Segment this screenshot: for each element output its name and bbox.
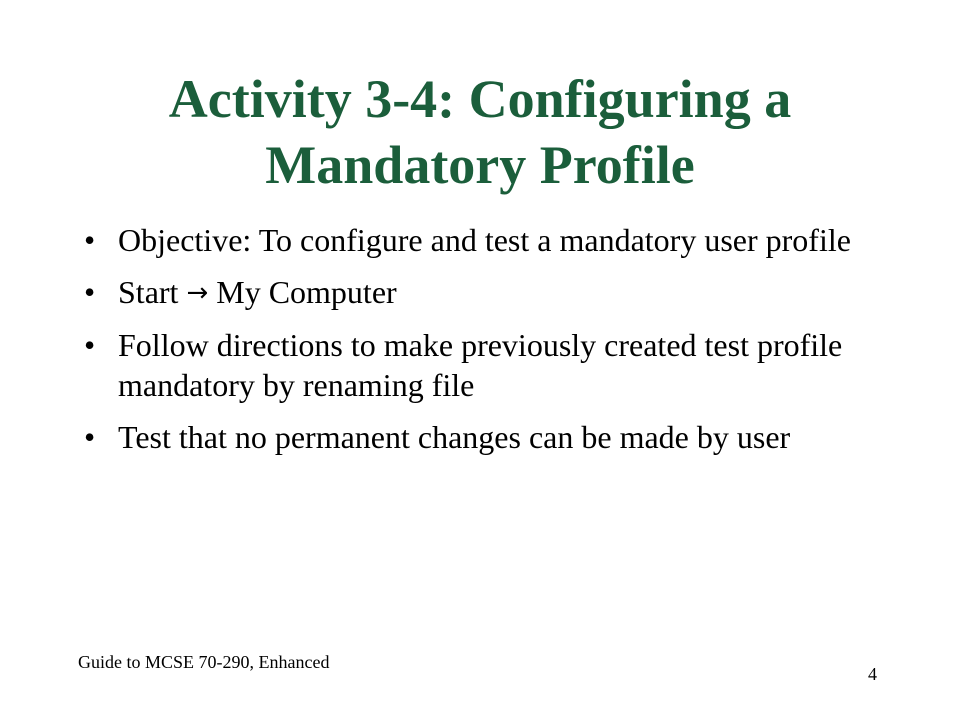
bullet-item [84, 417, 884, 457]
bullet-text-my-computer: My Computer [216, 274, 397, 310]
bullet-marker: • [84, 327, 96, 363]
slide-title-line-2: Mandatory Profile [265, 135, 695, 195]
bullet-marker: • [84, 222, 96, 258]
bullet-text: Objective: To configure and test a mandatory user profile [118, 222, 851, 258]
bullet-text: Follow directions to make previously created test profile mandatory by renaming file [118, 327, 843, 403]
footer-text: Guide to MCSE 70-290, Enhanced [78, 652, 330, 672]
bullet-text: Test that no permanent changes can be made by user [118, 419, 791, 455]
bullet-item [84, 272, 884, 313]
page-number: 4 [868, 664, 877, 684]
bullet-marker: • [84, 419, 96, 455]
bullet-item [84, 220, 884, 260]
bullet-text-start: Start [118, 274, 179, 310]
slide-title [40, 66, 920, 198]
right-arrow-icon: → [186, 278, 209, 308]
bullet-marker: • [84, 274, 96, 310]
bullet-list [84, 220, 884, 469]
slide-title-line-1: Activity 3-4: Configuring a [168, 69, 792, 129]
bullet-item [84, 325, 884, 405]
